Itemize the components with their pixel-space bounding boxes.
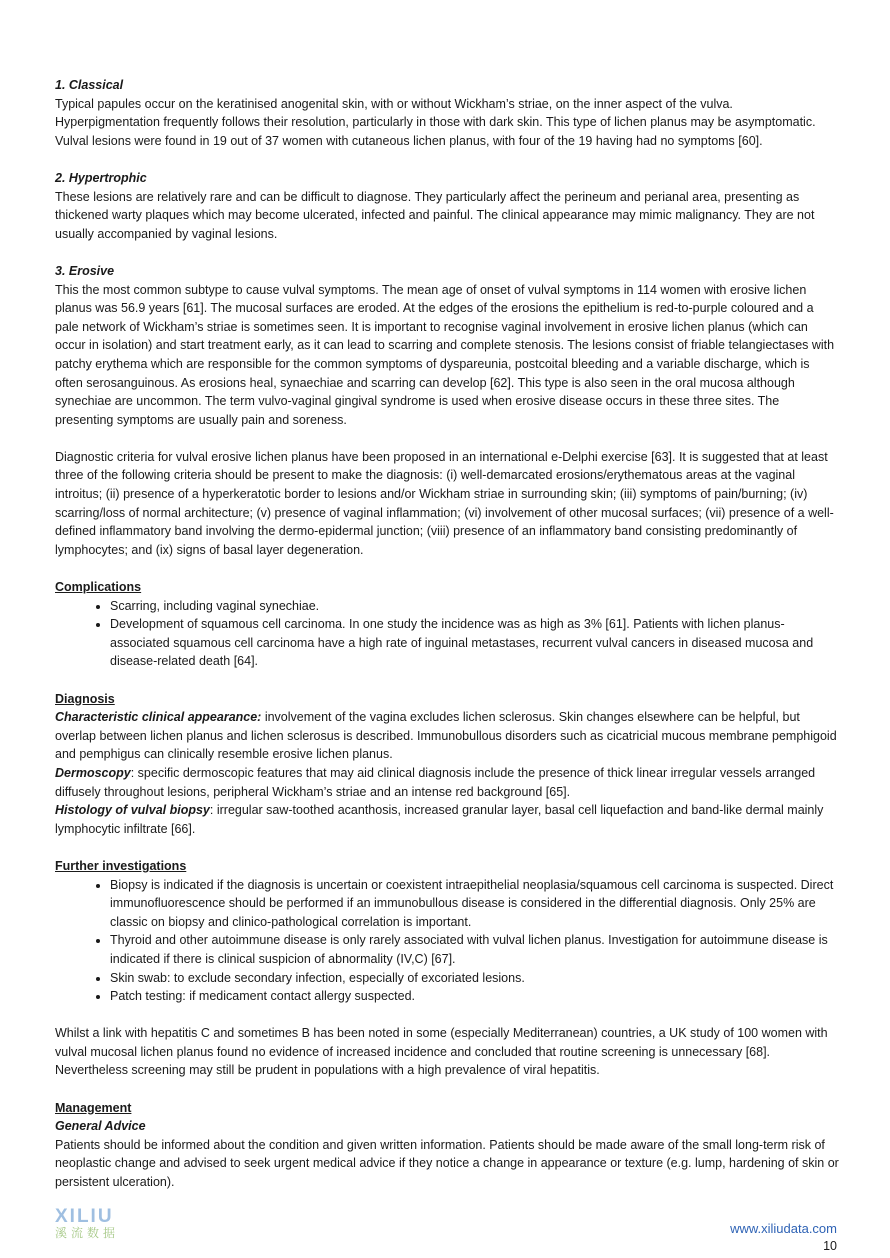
list-item: • Thyroid and other autoimmune disease is only rarely associated with vulval lichen planus. Investigation for autoimmune disease is indicated if there is clinical suspicion of abnormality (IV,C) [67]. — [110, 931, 840, 968]
histology-label: Histology of vulval biopsy — [55, 803, 210, 818]
classical-text: Typical papules occur on the keratinised anogenital skin, with or without Wickham’s striae, on the inner aspect of the vulva. Hyperpigmentation frequently follows their resolution, particularly in those with dark skin. This type of lichen planus may be asymptomatic. Vulval lesions were found in 19 out of 37 women with cutaneous lichen planus, with four of the 19 having had no symptoms [60]. — [55, 96, 816, 148]
list-item: • Scarring, including vaginal synechiae. — [110, 597, 840, 616]
management-heading: Management — [55, 1100, 132, 1115]
diagnostic-criteria-text: Diagnostic criteria for vulval erosive lichen planus have been proposed in an international e-Delphi exercise [63]. It is suggested that at least three of the following criteria should be present to make the diagnosis: (i) well-demarcated erosions/erythematous areas at the vaginal introitus; (ii) presence of a hyperkeratotic border to lesions and/or Wickham striae in surrounding skin; (iii) symptoms of pain/burning; (iv) scarring/loss of normal architecture; (v) presence of vaginal inflammation; (vi) involvement of other mucosal surfaces; (vii) presence of a well-defined inflammatory band involving the dermo-epidermal junction; (viii) presence of an inflammatory band consisting predominantly of lymphocytes; and (ix) signs of basal layer degeneration. — [55, 449, 834, 557]
website-link[interactable]: www.xiliudata.com — [730, 1221, 837, 1236]
histology-text: : irregular saw-toothed acanthosis, increased granular layer, basal cell liquefaction and band-like dermal mainly lymphocytic infiltrate [66]. — [55, 803, 824, 836]
logo-latin-text: XILIU — [55, 1206, 114, 1227]
xiliu-logo — [55, 1208, 145, 1242]
diagnosis-heading: Diagnosis — [55, 691, 115, 706]
general-advice-text: Patients should be informed about the condition and given written information. Patients should be made aware of the small long-term risk of neoplastic change and advised to seek urgent medical advice if they notice a change in appearance or texture (e.g. lump, hardening of skin or persistent ulceration). — [55, 1137, 839, 1190]
list-item: • Development of squamous cell carcinoma. In one study the incidence was as high as 3% [61]. Patients with lichen planus-associated squamous cell carcinoma have a high rate of inguinal metastases, recurrent vulval cancers in diseased mucosa and disease-related death [64]. — [110, 615, 840, 671]
clinical-appearance-paragraph — [55, 708, 840, 764]
dermoscopy-label: Dermoscopy — [55, 765, 131, 780]
complications-heading: Complications — [55, 580, 142, 595]
document-body — [55, 76, 840, 1192]
hepatitis-paragraph: Whilst a link with hepatitis C and sometimes B has been noted in some (especially Mediterranean) countries, a UK study of 100 women with vulval mucosal lichen planus found no evidence of increased incidence and concluded that routine screening is unnecessary [68]. Nevertheless screening may still be prudent in populations with a high prevalence of viral hepatitis. — [55, 1026, 828, 1078]
hypertrophic-text: These lesions are relatively rare and can be difficult to diagnose. They particularly affect the perineum and perianal area, presenting as thickened warty plaques which may become ulcerated, infected and painful. The clinical appearance may mimic malignancy. They are not usually accompanied by vaginal lesions. — [55, 189, 815, 241]
complications-list — [55, 597, 840, 671]
clinical-appearance-text: involvement of the vagina excludes lichen sclerosus. Skin changes elsewhere can be helpful, but overlap between lichen planus and lichen sclerosus is described. Immunobullous disorders such as cicatricial mucous membrane pemphigoid and pemphigus can clinically resemble erosive lichen planus. — [55, 710, 837, 762]
further-investigations-heading: Further investigations — [55, 858, 187, 873]
logo-chinese-text: 溪流数据 — [55, 1226, 120, 1240]
erosive-text: This the most common subtype to cause vulval symptoms. The mean age of onset of vulval symptoms in 114 women with erosive lichen planus was 56.9 years [61]. The mucosal surfaces are eroded. At the edges of the erosions the epithelium is red-to-purple coloured and a pale network of Wickham’s striae is sometimes seen. It is important to recognise vaginal involvement in erosive lichen planus (which can occur in isolation) and start treatment early, as it can lead to scarring and complete stenosis. The lesions consist of friable telangiectases with patchy erythema which are responsible for the common symptoms of dyspareunia, postcoital bleeding and a variable discharge, which is often serosanguinous. As erosions heal, synaechiae and scarring can develop [62]. This type is also seen in the oral mucosa although synechiae are uncommon. The term vulvo-vaginal gingival syndrome is used when erosive disease occurs in these three sites. The presenting symptoms are usually pain and soreness. — [55, 282, 835, 427]
erosive-heading: 3. Erosive — [55, 263, 115, 278]
further-investigations-list — [55, 876, 840, 1006]
list-item: • Skin swab: to exclude secondary infection, especially of excoriated lesions. — [110, 969, 840, 988]
histology-paragraph — [55, 801, 840, 838]
list-item: • Patch testing: if medicament contact allergy suspected. — [110, 987, 840, 1006]
page-number: 10 — [823, 1239, 837, 1253]
list-item: • Biopsy is indicated if the diagnosis is uncertain or coexistent intraepithelial neoplasia/squamous cell carcinoma is suspected. Direct immunofluorescence should be performed if an immunobullous disease is considered in the differential diagnosis. Only 25% are classic on biopsy and clinico-pathological correlation is important. — [110, 876, 840, 932]
clinical-appearance-label: Characteristic clinical appearance: — [55, 710, 262, 725]
dermoscopy-text: : specific dermoscopic features that may aid clinical diagnosis include the presence of thick linear irregular vessels arranged diffusely throughout lesions, peripheral Wickham’s striae and an intense red background [65]. — [55, 765, 816, 799]
dermoscopy-paragraph — [55, 764, 840, 801]
general-advice-subheading: General Advice — [55, 1119, 146, 1134]
classical-heading: 1. Classical — [55, 78, 124, 92]
hypertrophic-heading: 2. Hypertrophic — [55, 170, 147, 185]
